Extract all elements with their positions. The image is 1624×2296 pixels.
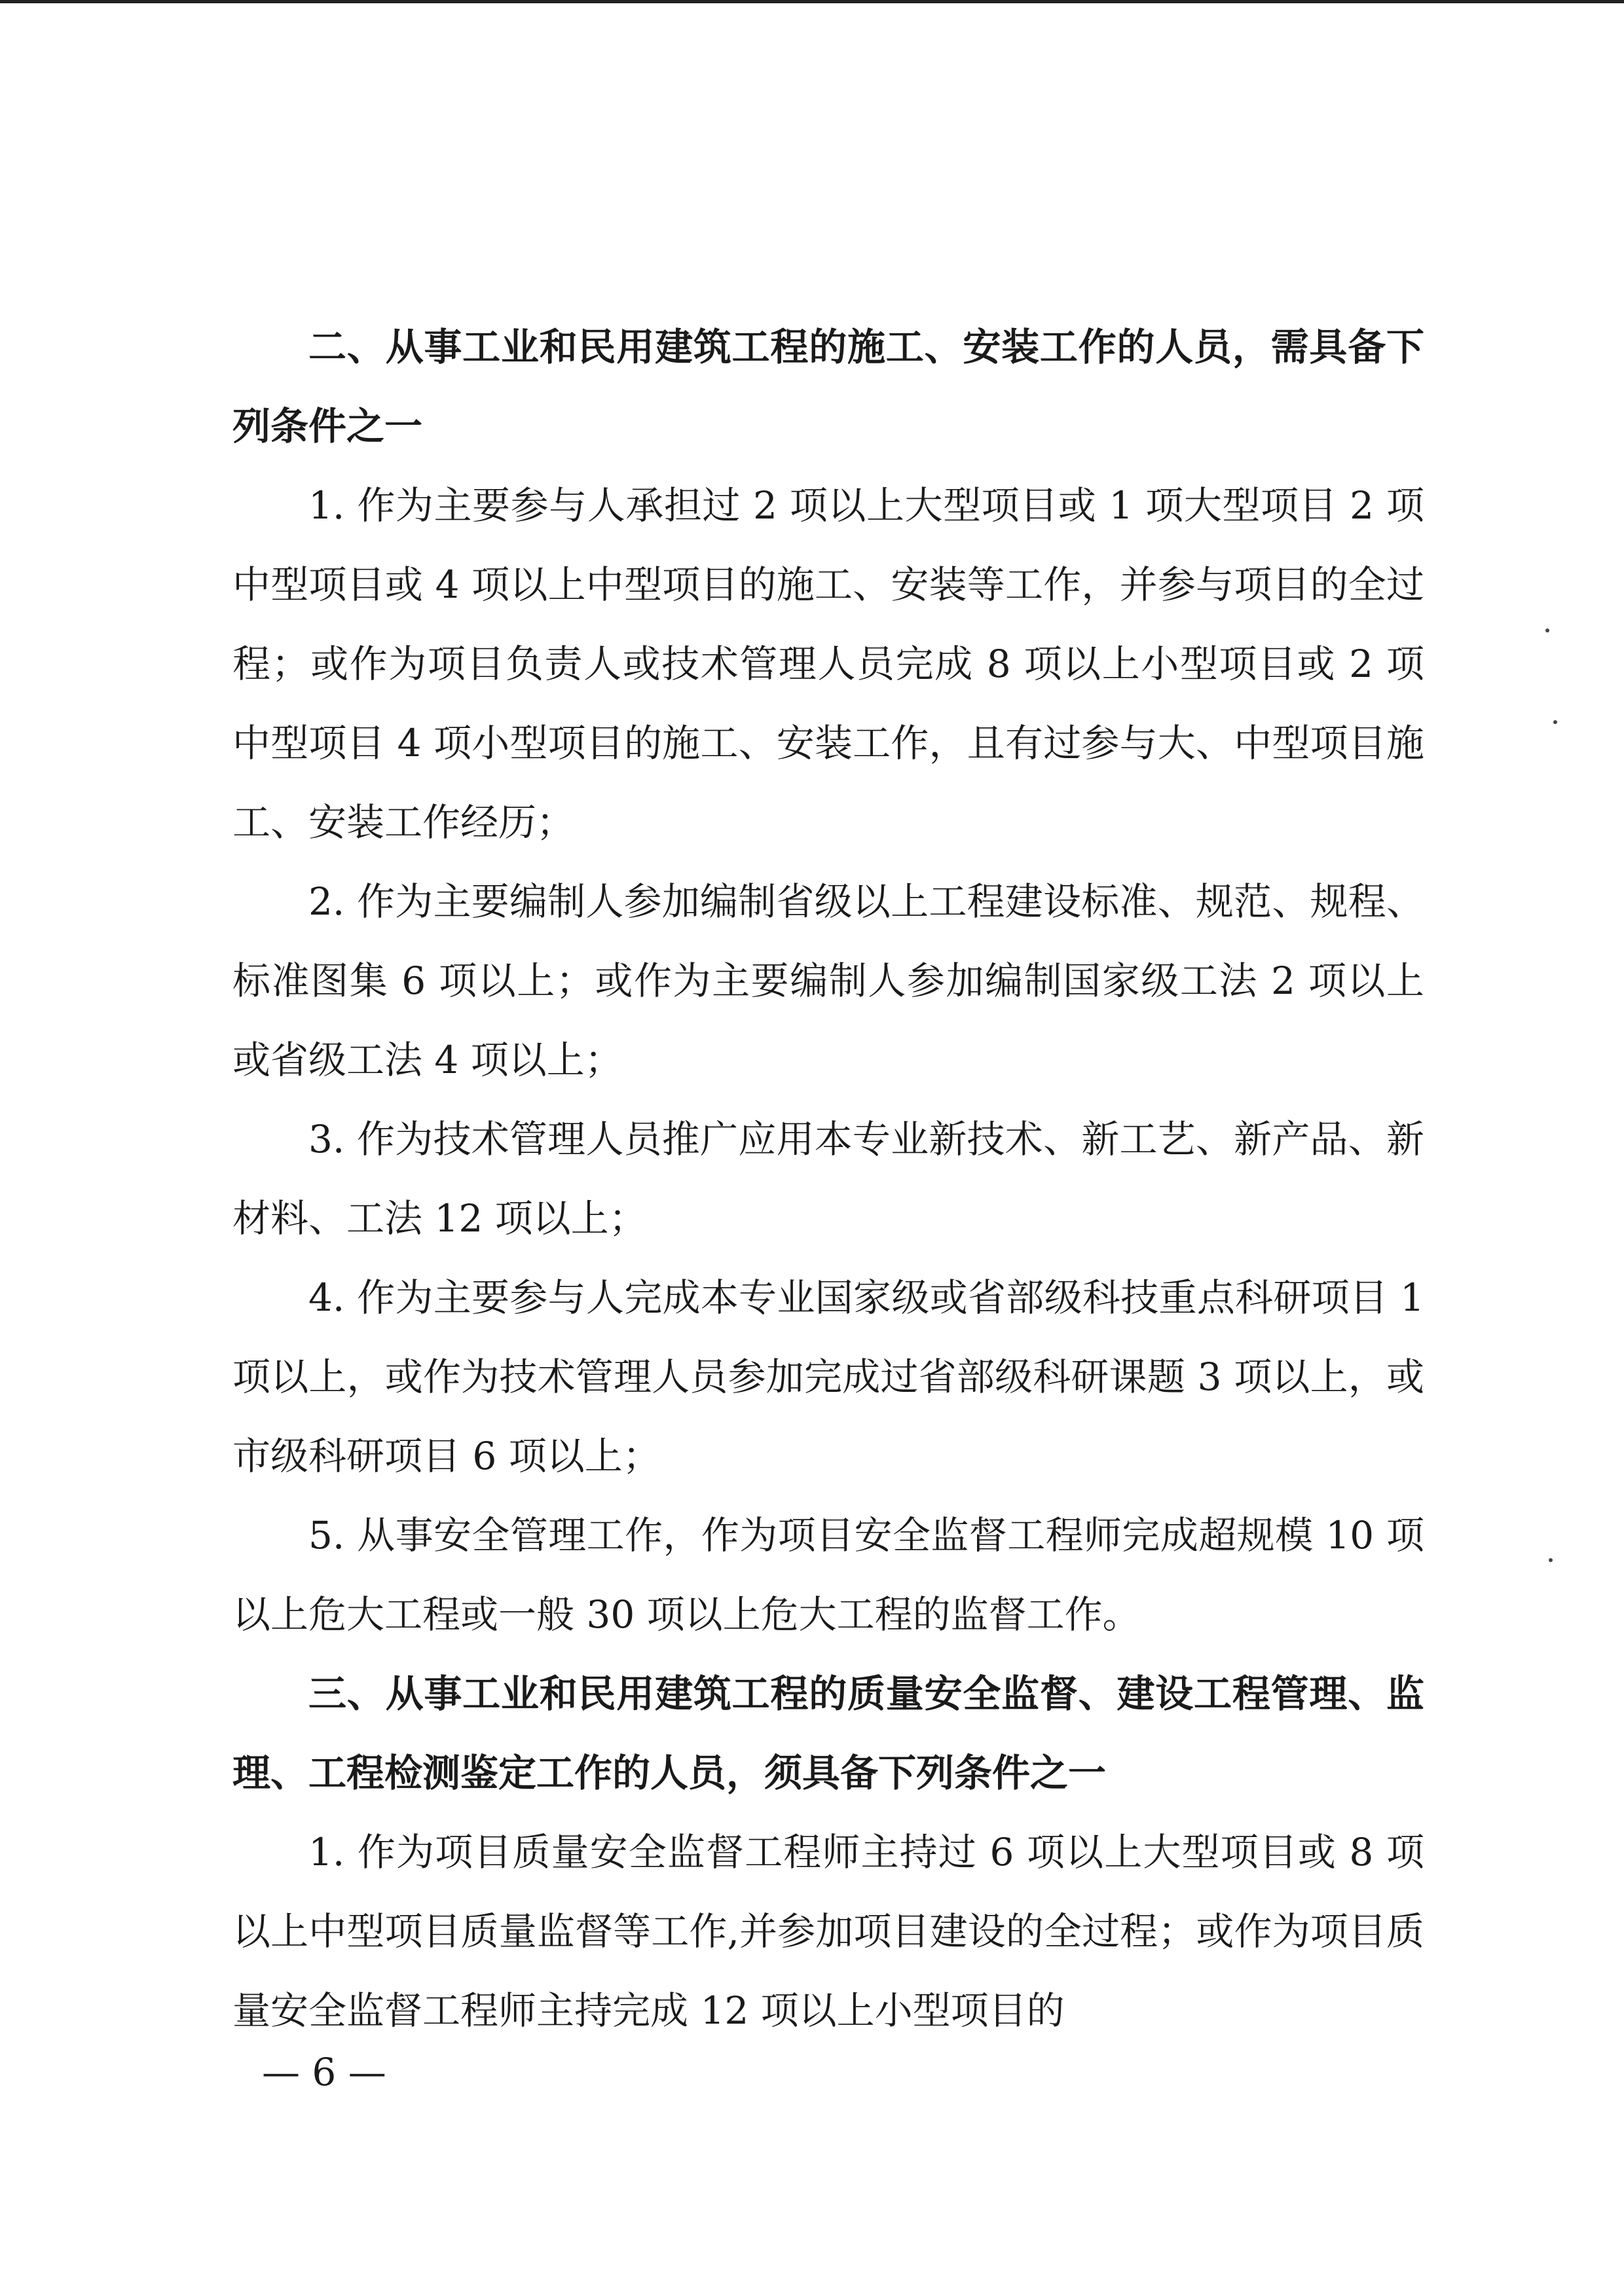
section-2-item-1: 1. 作为主要参与人承担过 2 项以上大型项目或 1 项大型项目 2 项中型项目或 4 项以上中型项目的施工、安装等工作，并参与项目的全过程；或作为项目负责人或技术管理人员完成 8 项以上小型项目或 2 项中型项目 4 项小型项目的施工、安装工作，且有过参与大、中型项目施工、安装工作经历； <box>232 483 1424 845</box>
section-3-heading: 三、从事工业和民用建筑工程的质量安全监督、建设工程管理、监理、工程检测鉴定工作的人员，须具备下列条件之一 <box>232 1671 1424 1795</box>
scan-speck <box>1553 720 1557 724</box>
section-2-item-2: 2. 作为主要编制人参加编制省级以上工程建设标准、规范、规程、标准图集 6 项以上；或作为主要编制人参加编制国家级工法 2 项以上或省级工法 4 项以上； <box>232 879 1424 1082</box>
section-2-item-3: 3. 作为技术管理人员推广应用本专业新技术、新工艺、新产品、新材料、工法 12 项以上； <box>232 1117 1424 1241</box>
page-number: — 6 — <box>262 2050 386 2094</box>
scan-speck <box>1545 629 1549 632</box>
section-2-item-4: 4. 作为主要参与人完成本专业国家级或省部级科技重点科研项目 1 项以上，或作为技术管理人员参加完成过省部级科研课题 3 项以上，或市级科研项目 6 项以上； <box>232 1275 1424 1478</box>
scan-top-edge <box>0 0 1624 3</box>
section-3-item-1: 1. 作为项目质量安全监督工程师主持过 6 项以上大型项目或 8 项以上中型项目质量监督等工作,并参加项目建设的全过程；或作为项目质量安全监督工程师主持完成 12 项以上小型项目的 <box>232 1830 1424 2033</box>
section-2-item-5: 5. 从事安全管理工作，作为项目安全监督工程师完成超规模 10 项以上危大工程或一般 30 项以上危大工程的监督工作。 <box>232 1513 1424 1637</box>
document-body <box>232 308 1424 2050</box>
section-2-heading: 二、从事工业和民用建筑工程的施工、安装工作的人员，需具备下列条件之一 <box>232 325 1424 448</box>
scan-speck <box>1549 1558 1553 1562</box>
